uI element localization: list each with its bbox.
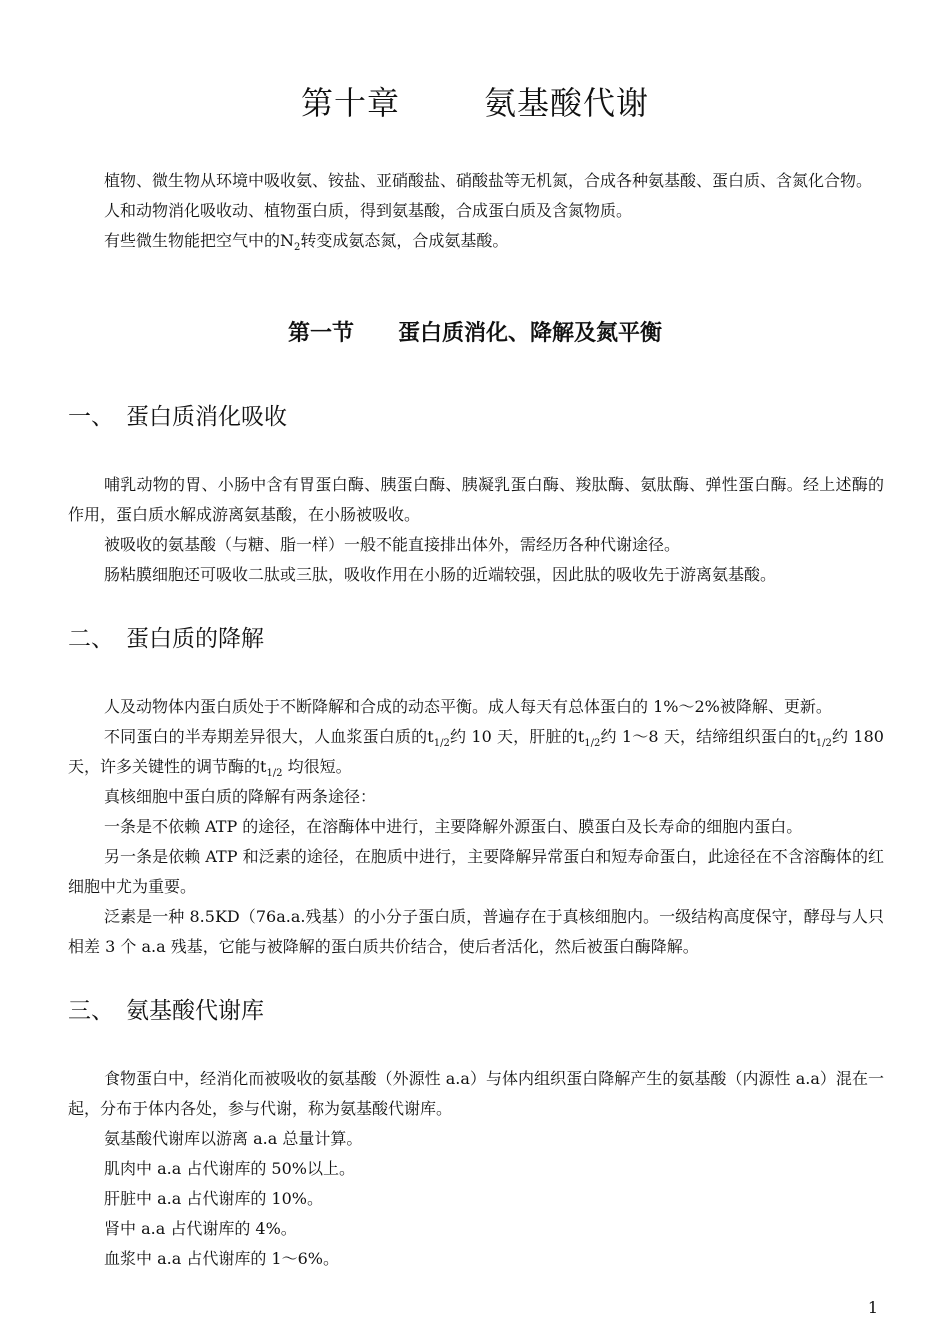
subsection-3-body [68, 1064, 884, 1274]
subsection-heading-1: 一、 蛋白质消化吸收 [68, 404, 287, 430]
paragraph: 食物蛋白中，经消化而被吸收的氨基酸（外源性 a.a）与体内组织蛋白降解产生的氨基酸（内源性 a.a）混在一起，分布于体内各处，参与代谢，称为氨基酸代谢库。 [68, 1069, 884, 1118]
intro-paragraph: 有些微生物能把空气中的$N_2$转变成氨态氮，合成氨基酸。 [104, 231, 509, 253]
paragraph: 另一条是依赖 ATP 和泛素的途径，在胞质中进行，主要降解异常蛋白和短寿命蛋白，此途径在不含溶酶体的红细胞中尤为重要。 [68, 847, 884, 896]
paragraph: 哺乳动物的胃、小肠中含有胃蛋白酶、胰蛋白酶、胰凝乳蛋白酶、羧肽酶、氨肽酶、弹性蛋白酶。经上述酶的作用，蛋白质水解成游离氨基酸，在小肠被吸收。 [68, 475, 884, 524]
paragraph: 氨基酸代谢库以游离 a.a 总量计算。 [104, 1129, 363, 1148]
chapter-name: 氨基酸代谢 [484, 84, 650, 122]
subsection-2-body [68, 692, 884, 962]
paragraph: 肠粘膜细胞还可吸收二肽或三肽，吸收作用在小肠的近端较强，因此肽的吸收先于游离氨基酸。 [104, 565, 777, 584]
page-number: 1 [867, 1298, 878, 1317]
paragraph: 肾中 a.a 占代谢库的 4%。 [104, 1219, 297, 1238]
paragraph: 一条是不依赖 ATP 的途径，在溶酶体中进行，主要降解外源蛋白、膜蛋白及长寿命的细胞内蛋白。 [104, 817, 803, 836]
chapter-title [0, 78, 950, 124]
intro-paragraph: 植物、微生物从环境中吸收氨、铵盐、亚硝酸盐、硝酸盐等无机氮，合成各种氨基酸、蛋白质、含氮化合物。 [104, 171, 873, 190]
intro-paragraph: 人和动物消化吸收动、植物蛋白质，得到氨基酸，合成蛋白质及含氮物质。 [104, 201, 633, 220]
chapter-number: 第十章 [300, 84, 400, 122]
paragraph: 被吸收的氨基酸（与糖、脂一样）一般不能直接排出体外，需经历各种代谢途径。 [104, 535, 681, 554]
paragraph: 肝脏中 a.a 占代谢库的 10%。 [104, 1189, 323, 1208]
subsection-heading-3: 三、 氨基酸代谢库 [68, 998, 264, 1024]
subsection-1-body [68, 470, 884, 590]
paragraph: 不同蛋白的半寿期差异很大，人血浆蛋白质的$t_{1/2}$约 10 天，肝脏的$t_{1/2}$约 1～8 天，结缔组织蛋白的$t_{1/2}$约 180 天，许多关键性的调节酶的$t_{1/2}$ 均很短。 [68, 727, 884, 779]
intro-block [68, 166, 884, 256]
paragraph: 肌肉中 a.a 占代谢库的 50%以上。 [104, 1159, 355, 1178]
section-number: 第一节 [287, 321, 354, 346]
section-title [0, 316, 950, 347]
subsection-heading-2: 二、 蛋白质的降解 [68, 626, 264, 652]
paragraph: 血浆中 a.a 占代谢库的 1～6%。 [104, 1249, 339, 1268]
paragraph: 泛素是一种 8.5KD（76a.a.残基）的小分子蛋白质，普遍存在于真核细胞内。一级结构高度保守，酵母与人只相差 3 个 a.a 残基，它能与被降解的蛋白质共价结合，使后者活化，然后被蛋白酶降解。 [68, 907, 884, 956]
paragraph: 真核细胞中蛋白质的降解有两条途径： [104, 787, 377, 806]
paragraph: 人及动物体内蛋白质处于不断降解和合成的动态平衡。成人每天有总体蛋白的 1%～2%被降解、更新。 [104, 697, 832, 716]
section-name: 蛋白质消化、降解及氮平衡 [398, 321, 663, 346]
